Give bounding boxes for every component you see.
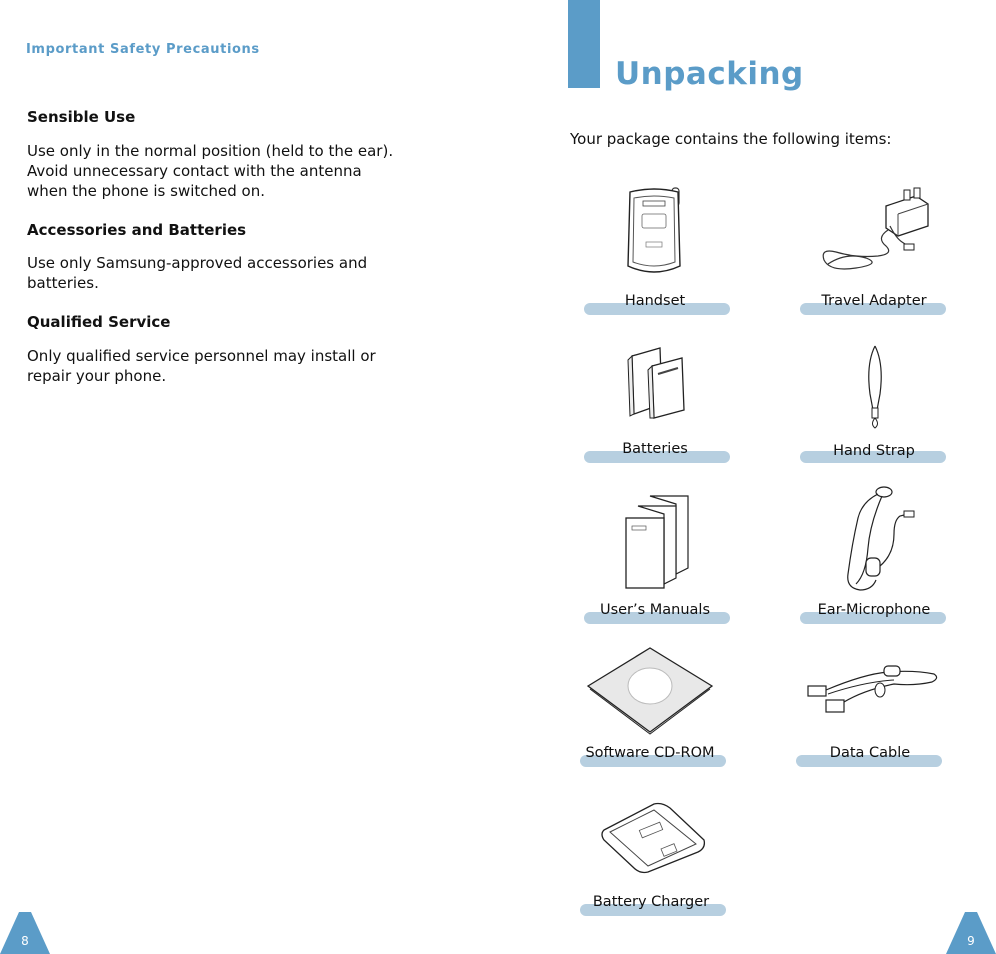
travel-adapter-icon [816,186,934,278]
body-line: Use only Samsung-approved accessories and [27,254,368,272]
intro-text: Your package contains the following items: [570,130,892,148]
body-line: repair your phone. [27,367,167,385]
item-label-software-cd-rom: Software CD-ROM [585,745,715,761]
body-line: Only qualified service personnel may install or [27,347,376,365]
battery-charger-icon [600,800,708,874]
body-line: when the phone is switched on. [27,182,265,200]
page-number-left: 8 [21,934,29,948]
item-label-handset: Handset [624,293,686,309]
ear-microphone-icon [838,484,918,596]
body-line: Avoid unnecessary contact with the antenna [27,162,362,180]
item-label-batteries: Batteries [622,441,688,457]
item-label-hand-strap: Hand Strap [833,443,915,459]
body-line: batteries. [27,274,99,292]
section-body-accessories [27,253,447,293]
data-cable-icon [804,660,940,718]
manuals-icon [624,494,692,590]
page-title: Unpacking [615,56,804,92]
section-body-sensible-use [27,141,447,201]
item-label-users-manuals: User’s Manuals [599,602,711,618]
running-head: Important Safety Precautions [26,42,260,57]
title-accent-bar [568,0,600,88]
item-label-battery-charger: Battery Charger [592,894,710,910]
section-heading-qualified-service: Qualified Service [27,313,171,331]
body-line: Use only in the normal position (held to the ear). [27,142,394,160]
section-heading-sensible-use: Sensible Use [27,108,136,126]
handset-icon [618,186,690,278]
section-body-qualified-service [27,346,447,386]
page-number-right: 9 [967,934,975,948]
item-label-ear-microphone: Ear-Microphone [817,602,931,618]
batteries-icon [622,346,694,420]
hand-strap-icon [864,344,886,430]
item-label-travel-adapter: Travel Adapter [821,293,927,309]
cd-rom-icon [586,646,714,736]
section-heading-accessories: Accessories and Batteries [27,221,247,239]
item-label-data-cable: Data Cable [829,745,911,761]
